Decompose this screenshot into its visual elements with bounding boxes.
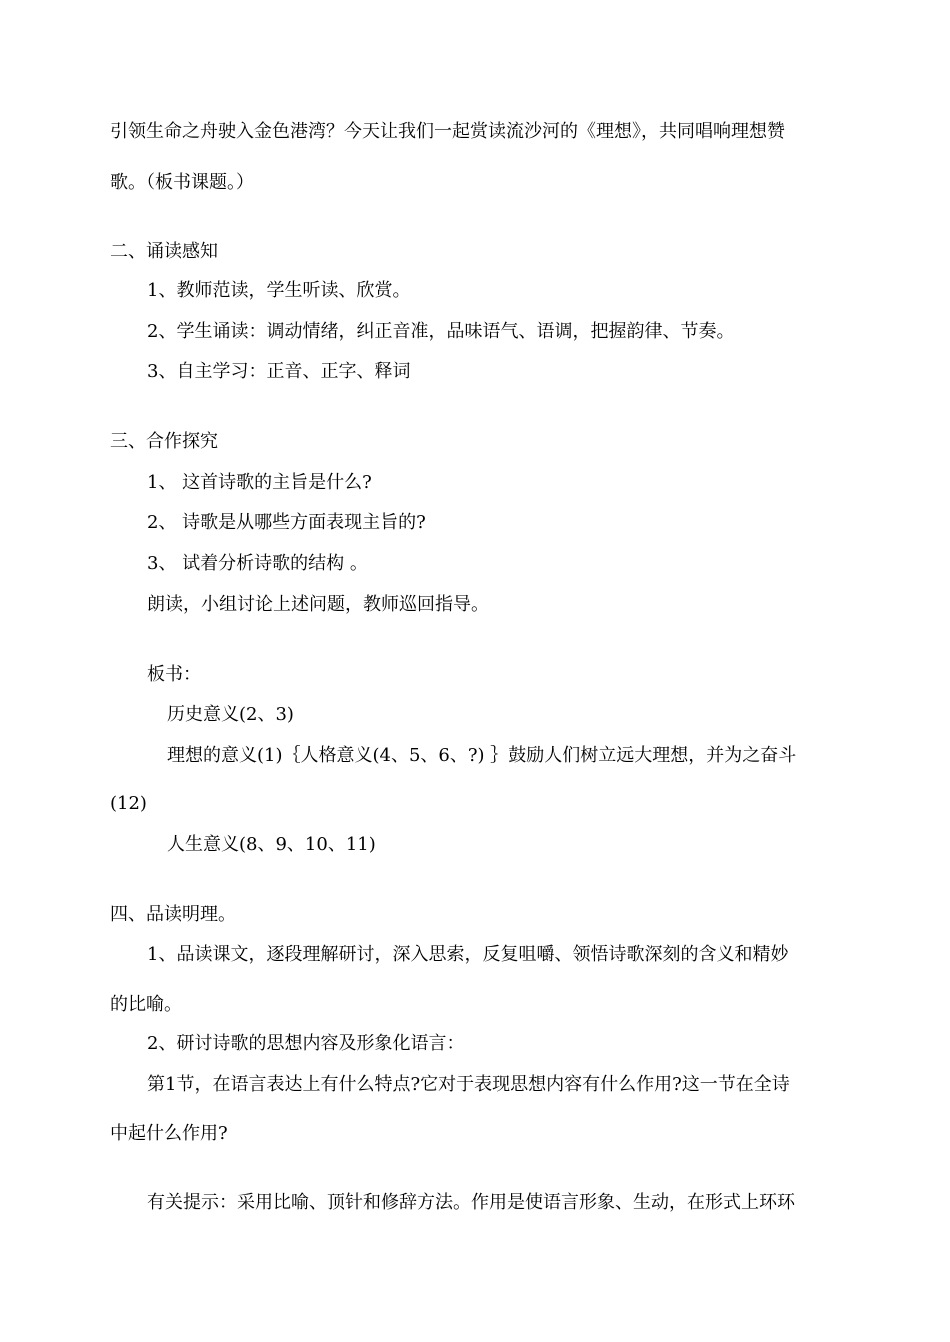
board-line-3: 人生意义(8、9、10、11) — [167, 834, 376, 855]
section-4-heading: 四、品读明理。 — [110, 904, 236, 925]
section-2-item-2: 2、学生诵读：调动情绪，纠正音准，品味语气、语调，把握韵律、节奏。 — [147, 321, 735, 342]
section-2-item-3: 3、自主学习：正音、正字、释词 — [147, 361, 411, 382]
section-3-item-1: 1、 这首诗歌的主旨是什么? — [147, 472, 372, 493]
section-4-hint: 有关提示：采用比喻、顶针和修辞方法。作用是使语言形象、生动，在形式上环环 — [147, 1192, 795, 1213]
board-line-1: 历史意义(2、3) — [167, 704, 294, 725]
section-4-item-3-line-2: 中起什么作用? — [110, 1123, 228, 1144]
section-3-note: 朗读，小组讨论上述问题，教师巡回指导。 — [147, 594, 489, 615]
intro-line-1: 引领生命之舟驶入金色港湾？今天让我们一起赏读流沙河的《理想》，共同唱响理想赞 — [110, 121, 785, 142]
board-line-2-continued: (12) — [110, 793, 147, 814]
board-line-2: 理想的意义(1)｛人格意义(4、5、6、?) ｝鼓励人们树立远大理想，并为之奋斗 — [167, 745, 797, 766]
section-3-item-3: 3、 试着分析诗歌的结构 。 — [147, 553, 368, 574]
section-4-item-3-line-1: 第1节，在语言表达上有什么特点?它对于表现思想内容有什么作用?这一节在全诗 — [147, 1074, 790, 1095]
section-3-heading: 三、合作探究 — [110, 431, 218, 452]
board-label: 板书： — [147, 664, 201, 685]
section-4-item-2: 2、研讨诗歌的思想内容及形象化语言： — [147, 1033, 465, 1054]
intro-line-2: 歌。（板书课题。） — [110, 172, 254, 193]
section-3-item-2: 2、 诗歌是从哪些方面表现主旨的? — [147, 512, 426, 533]
section-4-item-1-line-2: 的比喻。 — [110, 994, 182, 1015]
section-4-item-1-line-1: 1、品读课文，逐段理解研讨，深入思索，反复咀嚼、领悟诗歌深刻的含义和精妙 — [147, 944, 789, 965]
section-2-heading: 二、诵读感知 — [110, 241, 218, 262]
section-2-item-1: 1、教师范读，学生听读、欣赏。 — [147, 280, 411, 301]
